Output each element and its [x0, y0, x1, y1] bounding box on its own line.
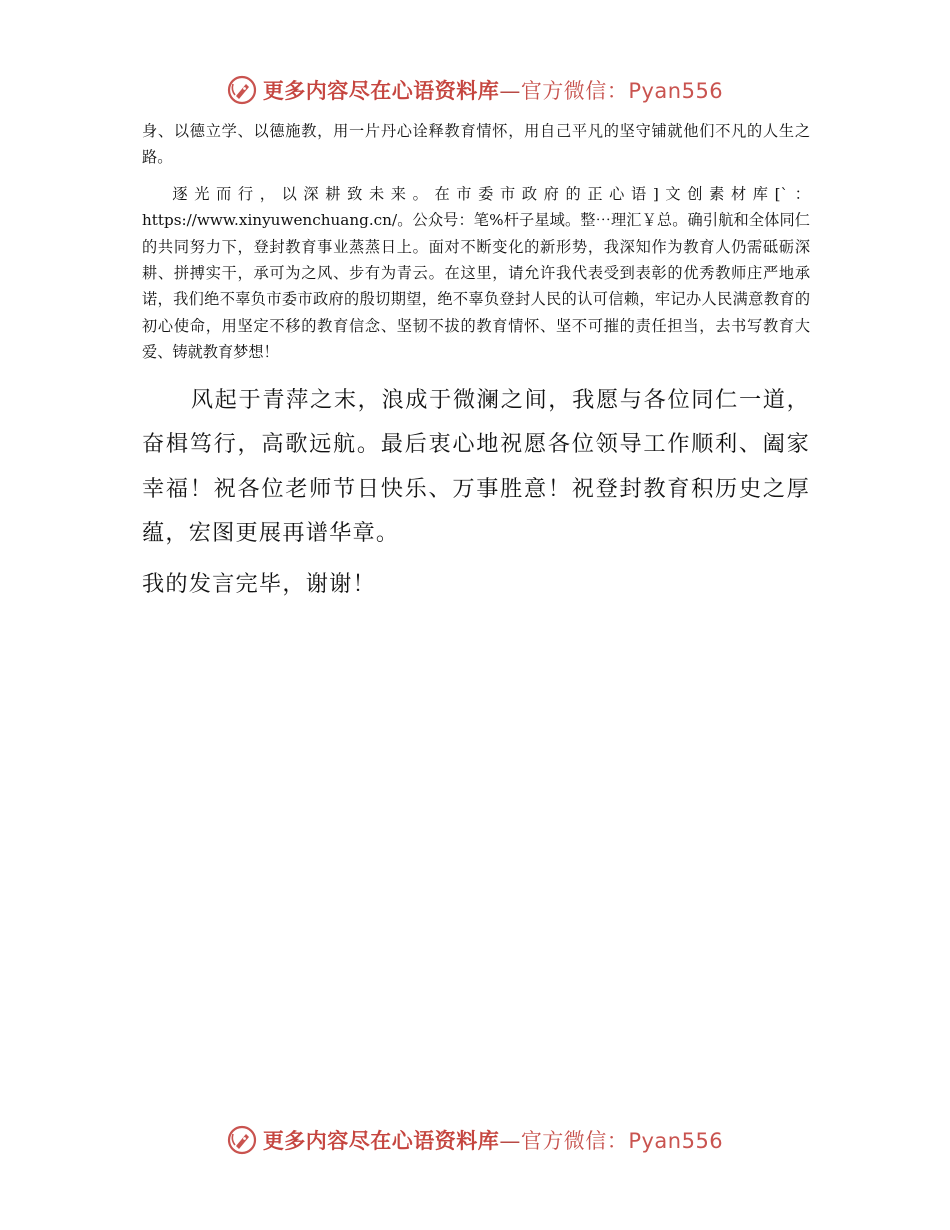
footer-watermark — [0, 1120, 950, 1160]
watermark-sub: 官方微信： — [520, 1129, 629, 1153]
watermark-dash: — — [499, 79, 521, 103]
pen-nib-seal-icon — [227, 1125, 257, 1155]
paragraph-pursuit: 逐光而行，以深耕致未来。在市委市政府的正心语]文创素材库[`：https://www.xinyuwenchuang.cn/。公众号：笔%杆子星域。整⋯理汇￥总。确引航和全体同仁的共同努力下，登封教育事业蒸蒸日上。面对不断变化的新形势，我深知作为教育人仍需砥砺深耕、拼搏实干，承可为之风、步有为青云。在这里，请允许我代表受到表彰的优秀教师庄严地承诺，我们绝不辜负市委市政府的殷切期望，绝不辜负登封人民的认可信赖，牢记办人民满意教育的初心使命，用坚定不移的教育信念、坚韧不拔的教育情怀、坚不可摧的责任担当，去书写教育大爱、铸就教育梦想！ — [142, 184, 810, 362]
paragraph-closing-wishes: 风起于青萍之末，浪成于微澜之间，我愿与各位同仁一道，奋楫笃行，高歌远航。最后衷心地祝愿各位领导工作顺利、阖家幸福！祝各位老师节日快乐、万事胜意！祝登封教育积历史之厚蕴，宏图更展再谱华章。 — [142, 386, 810, 547]
watermark-main: 更多内容尽在心语资料库 — [262, 79, 500, 103]
watermark-main: 更多内容尽在心语资料库 — [262, 1129, 500, 1153]
header-watermark — [0, 70, 950, 110]
watermark-text — [263, 75, 723, 105]
paragraph-thanks: 我的发言完毕，谢谢！ — [142, 570, 376, 597]
watermark-wechat-id: Pyan556 — [628, 1129, 724, 1153]
watermark-wechat-id: Pyan556 — [628, 79, 724, 103]
watermark-dash: — — [499, 1129, 521, 1153]
watermark-text — [263, 1125, 723, 1155]
pen-nib-seal-icon — [227, 75, 257, 105]
watermark-sub: 官方微信： — [520, 79, 629, 103]
document-body — [142, 118, 810, 606]
paragraph-continuation: 身、以德立学、以德施教，用一片丹心诠释教育情怀，用自己平凡的坚守铺就他们不凡的人生之路。 — [142, 122, 810, 167]
